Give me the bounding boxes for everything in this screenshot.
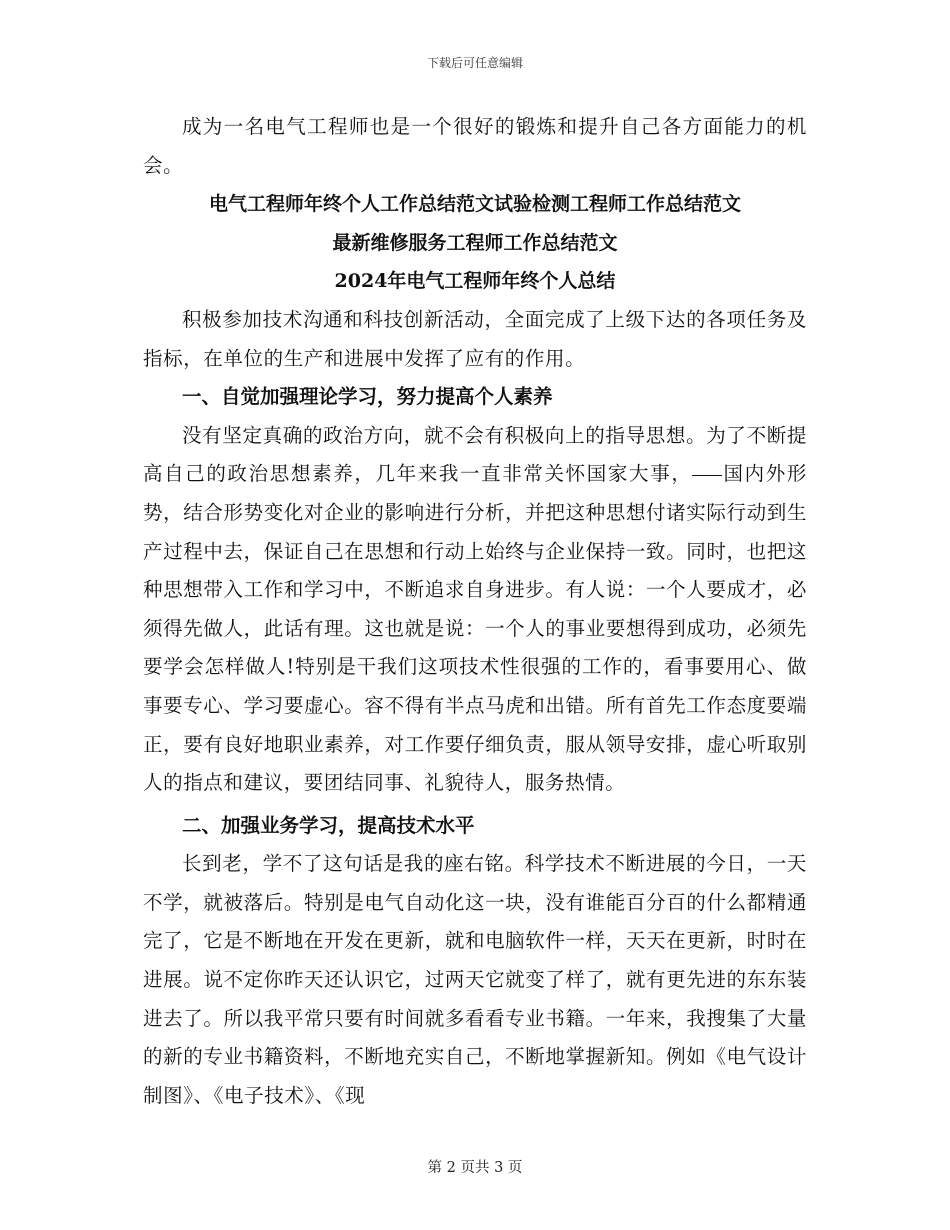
paragraph-2-part-b: 国内外形势，结合形势变化对企业的影响进行分析，并把这种思想付诸实际行动到生产过程中去，保证自己在思想和行动上始终与企业保持一致。同时，也把这种思想带入工作和学习中，不断追求自身进步。有人说：一个人要成才，必须得先做人，此话有理。这也就是说：一个人的事业要想得到成功，必须先要学会怎样做人!特别是干我们这项技术性很强的工作的，看事要用心、做事要专心、学习要虚心。容不得有半点马虎和出错。所有首先工作态度要端正，要有良好地职业素养，对工作要仔细负责，服从领导安排，虚心听取别人的指点和建议，要团结同事、礼貌待人，服务热情。 xyxy=(143,462,807,795)
document-body xyxy=(143,108,807,1115)
document-title-3: 2024年电气工程师年终个人总结 xyxy=(334,270,616,293)
section-heading-2: 二、加强业务学习，提高技术水平 xyxy=(182,813,475,837)
document-title-1: 电气工程师年终个人工作总结范文试验检测工程师工作总结范文 xyxy=(208,193,741,216)
paragraph-2 xyxy=(143,417,807,803)
page-number-footer: 第 2 页共 3 页 xyxy=(427,1160,523,1176)
page-header-note: 下载后可任意编辑 xyxy=(426,56,523,70)
intro-paragraph: 成为一名电气工程师也是一个很好的锻炼和提升自己各方面能力的机会。 xyxy=(143,115,807,177)
document-title-2: 最新维修服务工程师工作总结范文 xyxy=(332,231,618,254)
paragraph-3: 长到老，学不了这句话是我的座右铭。科学技术不断进展的今日，一天不学，就被落后。特别是电气自动化这一块，没有谁能百分百的什么都精通完了，它是不断地在开发在更新，就和电脑软件一样，天天在更新，时时在进展。说不定你昨天还认识它，过两天它就变了样了，就有更先进的东东装进去了。所以我平常只要有时间就多看看专业书籍。一年来，我搜集了大量的新的专业书籍资料，不断地充实自己，不断地掌握新知。例如《电气设计制图》、《电子技术》、《现 xyxy=(143,852,807,1107)
paragraph-1: 积极参加技术沟通和科技创新活动，全面完成了上级下达的各项任务及指标，在单位的生产和进展中发挥了应有的作用。 xyxy=(143,307,807,370)
paragraph-2-part-a: 没有坚定真确的政治方向，就不会有积极向上的指导思想。为了不断提高自己的政治思想素养，几年来我一直非常关怀国家大事， xyxy=(143,423,807,486)
section-heading-1: 一、自觉加强理论学习，努力提高个人素养 xyxy=(182,385,553,409)
blank-underline xyxy=(692,474,722,476)
